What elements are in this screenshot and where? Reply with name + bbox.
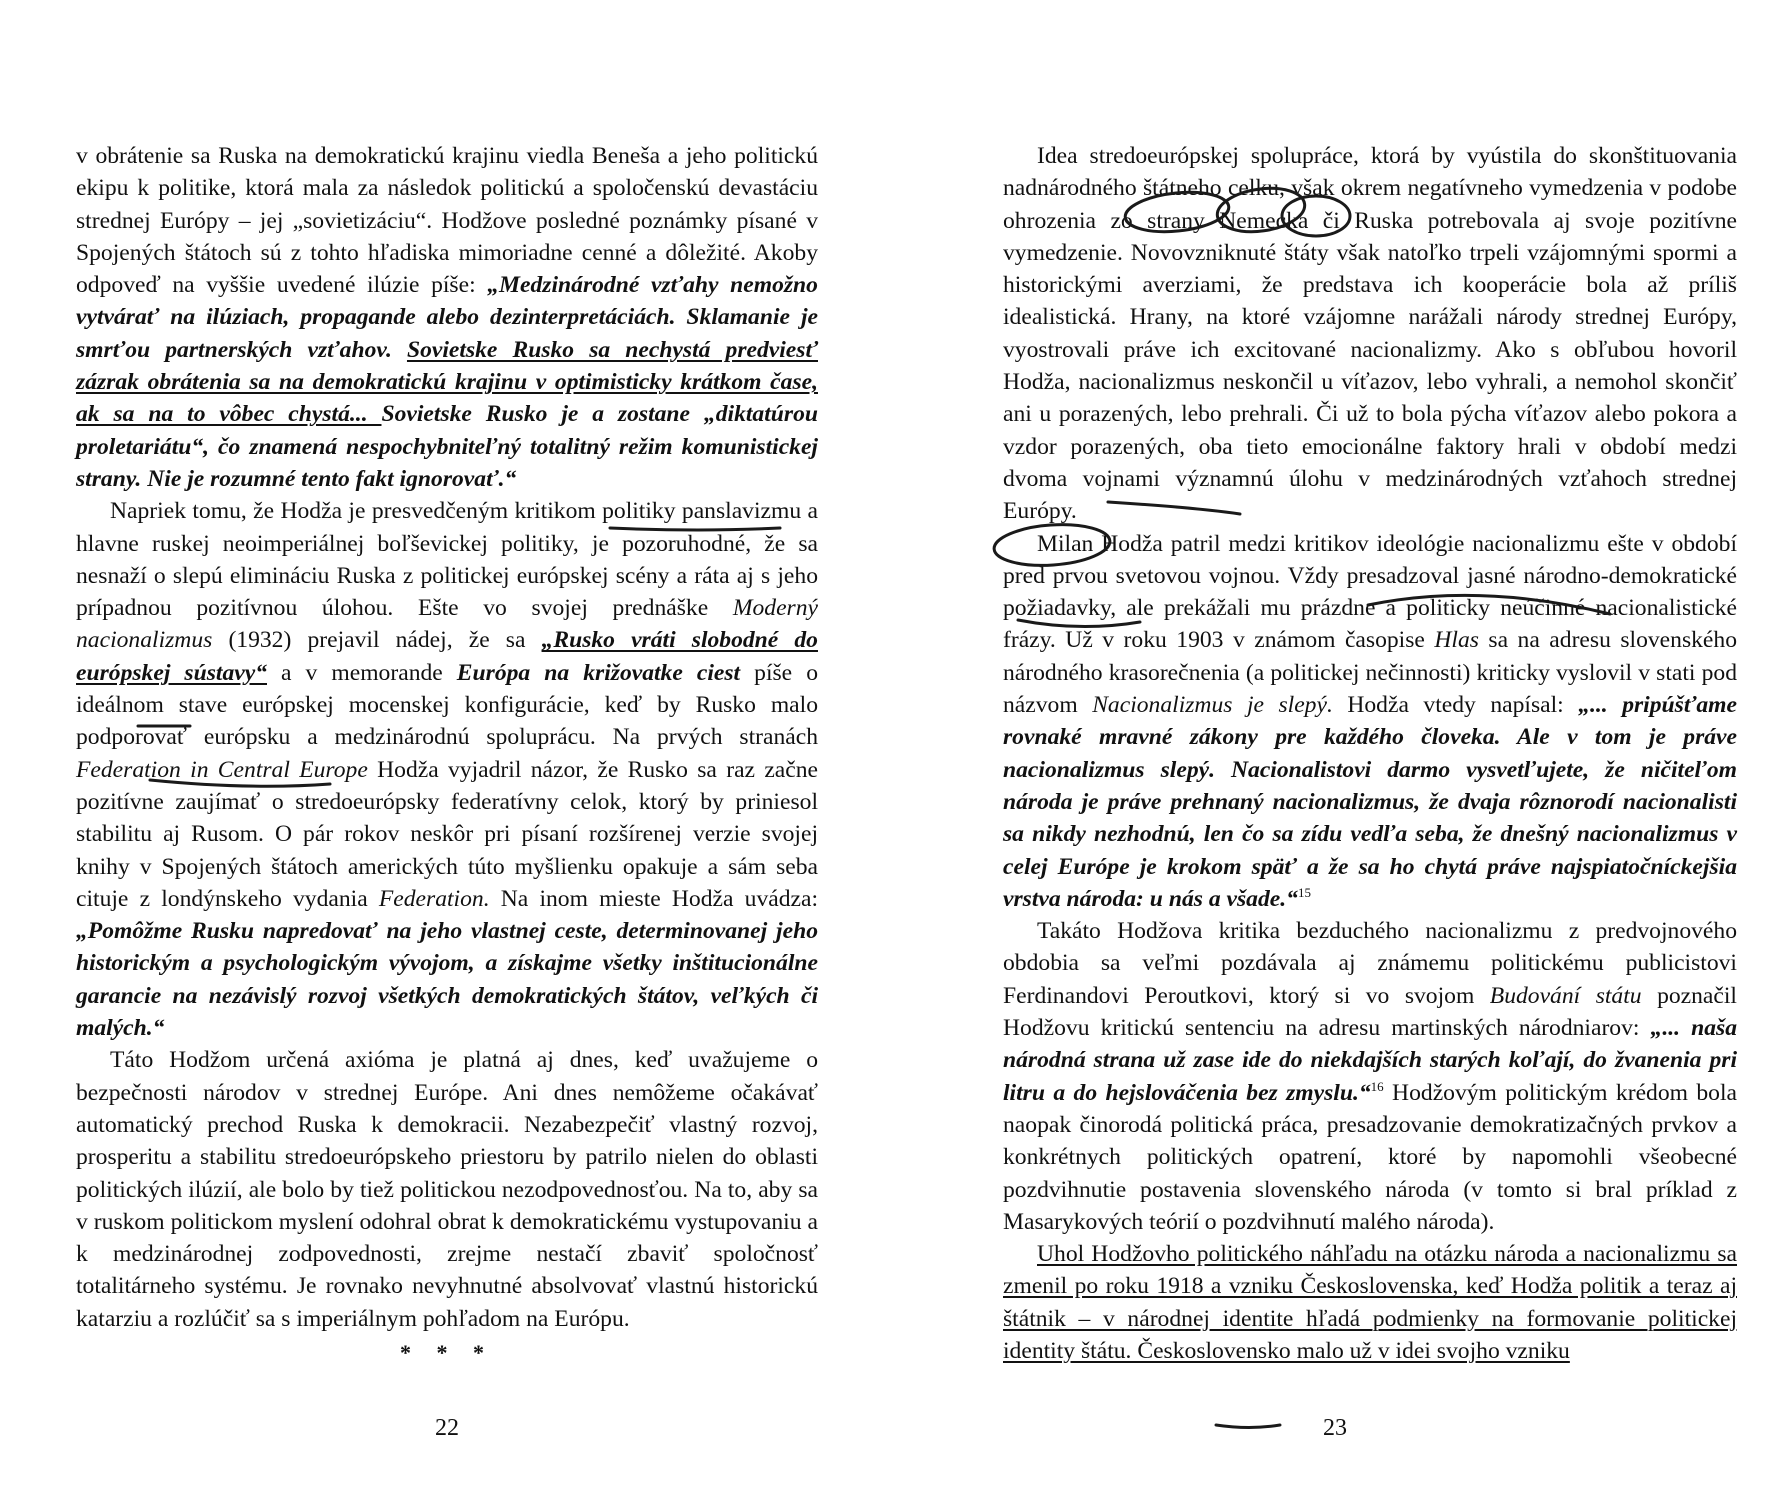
text-run: Hodža vyjadril názor, že Rusko sa raz začne pozitívne zaujímať o stredoeurópsky federatívny celok, ktorý by priniesol stabilitu aj Rusom. O pár rokov neskôr pri písaní rozšírenej verzie svojej knihy v Spojených štátoch amerických túto myšlienku opakuje a sám seba cituje z londýnskeho vydania [76,756,819,912]
section-separator: * * * [400,1339,494,1365]
quote-run: Sovietske Rusko je a zostane „diktatúrou proletariátu“, čo znamená nespochybniteľný totalitný režim komunistickej strany. Nie je rozumné tento fakt ignorovať.“ [76,401,818,492]
text-run: v obrátenie sa Ruska na demokratickú krajinu viedla Beneša a jeho politickú ekipu k politike, ktorá mala za následok politickú a spoločenskú devastáciu strednej Európy – jej „sovietizáciu“. Hodžove posledné poznámky písané v Spojených štátoch sú z tohto hľadiska mimoriadne cenné a dôležité. Akoby odpoveď na vyššie uvedené ilúzie píše: [76,143,818,299]
text-run: Napriek tomu, že Hodža je presvedčeným kritikom politiky panslavizmu a hlavne ruskej neoimperiálnej boľševickej politiky, je pozoruhodné, že sa nesnaží o slepú elimináciu Ruska z politickej európskej scény a ráta aj s jeho prípadnou pozitívnou úlohou. Ešte vo svojej prednáške [76,498,818,622]
italic-title: Budování státu [1489,982,1642,1009]
text-run: Takáto Hodžova kritika bezduchého nacionalizmu z predvojnového obdobia sa veľmi pozdávala aj známemu politickému publicistovi Ferdinandovi Peroutkovi, ktorý si vo svojom [1003,918,1737,1009]
footnote-ref: 16 [1370,1078,1384,1094]
text-run: píše o ideálnom stave európskej mocenskej konfigurácie, keď by Rusko malo podporovať európsku a medzinárodnú spoluprácu. Na prvých stranách [76,659,818,751]
footnote-ref: 15 [1297,884,1311,900]
right-paragraph-3 [1003,915,1737,1238]
italic-title: Federation in Central Europe [76,756,368,783]
quote-run: „... naša národná strana už zase ide do niekdajších starých koľají, do žvanenia pri litru a do hejslováčenia bez zmyslu.“ [1003,1015,1737,1106]
text-run: poznačil Hodžovu kritickú sentenciu na adresu martinských národniarov: [1003,982,1737,1042]
italic-title: Európa na križovatke ciest [456,659,741,686]
page-number: 22 [435,1415,459,1441]
left-paragraph-3: Táto Hodžom určená axióma je platná aj dnes, keď uvažujeme o bezpečnosti národov v strednej Európe. Ani dnes nemôžeme očakávať automatický prechod Ruska k demokracii. Nezabezpečiť vlastný rozvoj, prosperitu a stabilitu stredoeurópskeho priestoru by patrilo nielen do oblasti politických ilúzií, ale bolo by tiež politickou nezodpovednosťou. Na to, aby sa v ruskom politickom myslení odohral obrat k demokratickému vystupovaniu a k medzinárodnej zodpovednosti, zrejme nestačí zbaviť spoločnosť totalitárneho systému. Je rovnako nevyhnutné absolvovať vlastnú historickú katarziu a rozlúčiť sa s imperiálnym pohľadom na Európu. [76,1047,818,1332]
text-run: (1932) prejavil nádej, že sa [212,627,542,654]
right-paragraph-2 [1003,528,1737,916]
text-run: a v memorande [267,659,457,686]
quote-run: „Pomôžme Rusku napredovať na jeho vlastnej ceste, determinovanej jeho historickým a psychologickým vývojom, a získajme všetky inštitucionálne garancie na nezávislý rozvoj všetkých demokratických štátov, veľkých či malých.“ [76,918,818,1042]
text-run: Milan Hodža patril medzi kritikov ideológie nacionalizmu ešte v období pred prvou svetovou vojnou. Vždy presadzoval jasné národno-demokratické požiadavky, ale prekážali mu prázdne a politicky neúčinné nacionalistické frázy. Už v roku 1903 v známom časopise [1003,530,1737,654]
right-paragraph-1: Idea stredoeurópskej spolupráce, ktorá by vyústila do skonštituovania nadnárodného štátneho celku, však okrem negatívneho vymedzenia v podobe ohrozenia zo strany Nemecka či Ruska potrebovala aj svoje pozitívne vymedzenie. Novovzniknuté štáty však natoľko trpeli vzájomnými spormi a historickými averziami, že predstava ich kooperácie bola až príliš idealistická. Hrany, na ktoré vzájomne narážali národy strednej Európy, vyostrovali práve ich excitované nacionalizmy. Ako s obľubou hovoril Hodža, nacionalizmus neskončil u víťazov, lebo vyhrali, a nemohol skončiť ani u porazených, lebo prehrali. Či už to bola pýcha víťazov alebo pokora a vzdor porazených, oba tieto emocionálne faktory hrali v období medzi dvoma vojnami významnú úlohu v medzinárodných vzťahoch strednej Európy. [1003,143,1737,525]
italic-title: Hlas [1434,627,1479,654]
italic-title: Nacionalizmus je slepý. [1092,692,1333,719]
left-paragraph-1 [76,140,818,495]
quote-run: „... pripúšťame rovnaké mravné zákony pre každého človeka. Ale v tom je práve nacionalizmus slepý. Nacionalistovi darmo vysvetľujete, že ničiteľom národa je práve prehnaný nacionalizmus, že dvaja rôznorodí nacionalisti sa nikdy nezhodnú, len čo sa zídu vedľa seba, že dnešný nacionalizmus v celej Európe je krokom späť a že sa ho chytá práve najspiatočníckejšia vrstva národa: u nás a všade.“ [1003,692,1737,912]
page-number: 23 [1323,1415,1347,1441]
text-run: Hodža vtedy napísal: [1332,692,1579,719]
right-page-text [1003,140,1737,1367]
right-paragraph-4: Uhol Hodžovho politického náhľadu na otázku národa a nacionalizmu sa zmenil po roku 1918 a vzniku Československa, keď Hodža politik a teraz aj štátnik – v národnej identite hľadá podmienky na formovanie politickej identity štátu. Československo malo už v idei svojho vzniku [1003,1241,1737,1364]
text-run: Na inom mieste Hodža uvádza: [489,885,819,912]
italic-title: Moderný nacionalizmus [76,595,818,654]
underlined-quote: Sovietske Rusko sa nechystá predviesť zázrak obrátenia sa na demokratickú krajinu v optimisticky krátkom čase, ak sa na to vôbec chystá... [76,336,818,428]
left-page-text [76,140,818,1369]
text-run: Hodžovým politickým krédom bola naopak činorodá politická práca, presadzovanie demokratizačných prvkov a konkrétnych politických opatrení, ktoré by napomohli všeobecné pozdvihnutie postavenia slovenského národa (v tomto si bral príklad z Masarykových teórií o pozdvihnutí malého národa). [1003,1079,1737,1235]
underlined-quote: „Rusko vráti slobodné do európskej sústavy“ [76,627,818,686]
quote-run: „Medzinárodné vzťahy nemožno vytvárať na ilúziach, propagande alebo dezinterpretáciách. Sklamanie je smrťou partnerských vzťahov. [76,272,818,363]
text-run: sa na adresu slovenského národného krasorečnenia (a politickej nečinnosti) kriticky vyslovil v stati pod názvom [1003,627,1737,719]
right-page [889,0,1778,1500]
left-paragraph-2 [76,495,818,1044]
italic-title: Federation. [378,885,490,912]
